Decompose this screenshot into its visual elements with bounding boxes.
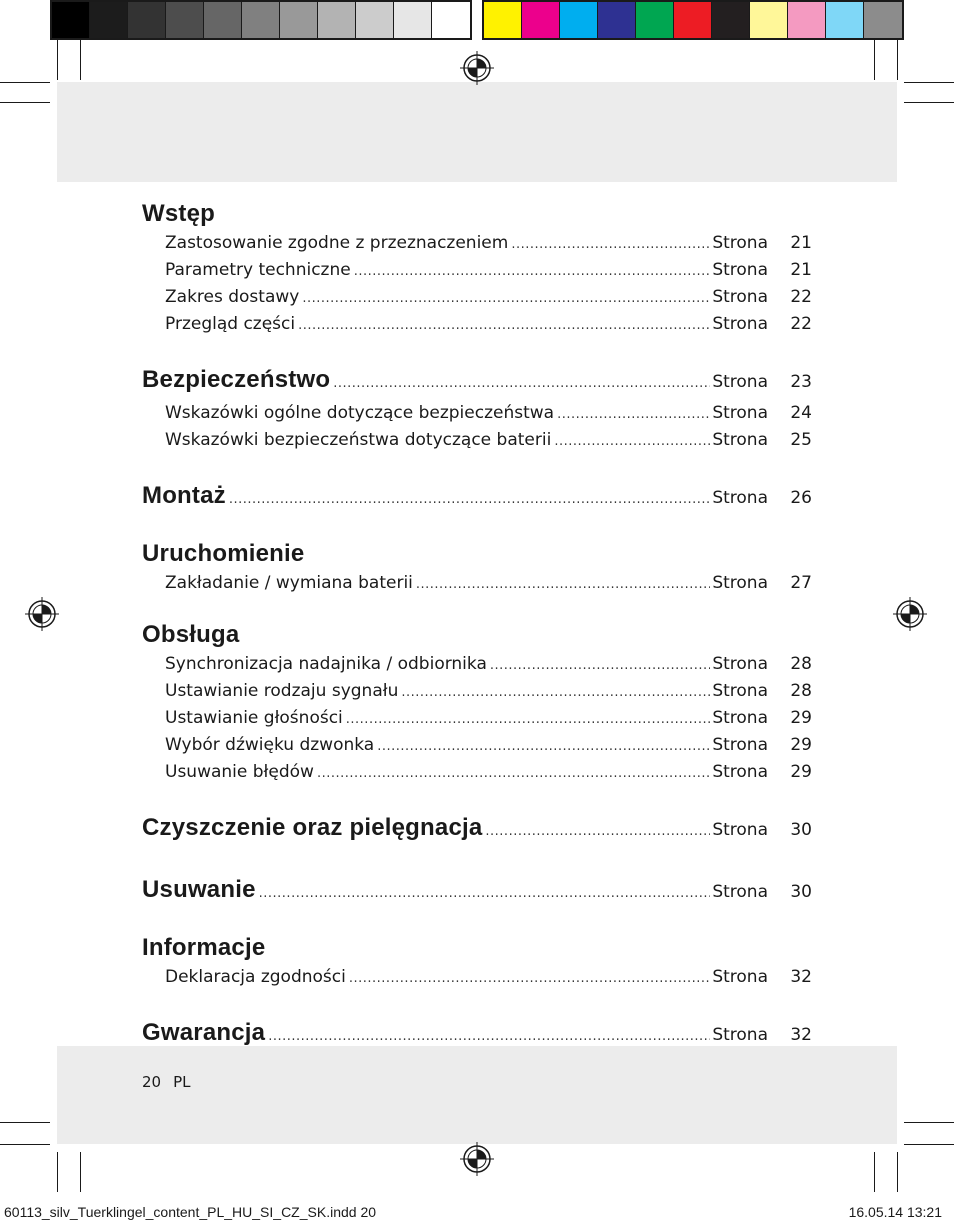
dot-leader: [554, 428, 710, 455]
crop-mark: [874, 1152, 875, 1192]
crop-mark: [897, 40, 898, 80]
toc-page-word: Strona: [712, 1025, 768, 1045]
toc-page-number: 30: [790, 882, 812, 902]
toc-page-number: 22: [790, 314, 812, 334]
table-of-contents: [142, 198, 812, 1075]
toc-entry-label: Montaż: [142, 482, 226, 509]
toc-section: [142, 870, 812, 910]
toc-entry-label: Wybór dźwięku dzwonka: [165, 735, 375, 755]
toc-page-word: Strona: [712, 287, 768, 307]
toc-page-word: Strona: [712, 233, 768, 253]
toc-entry[interactable]: [142, 759, 812, 786]
crop-mark: [874, 40, 875, 80]
dot-leader: [377, 733, 710, 760]
toc-section-heading[interactable]: [142, 808, 812, 848]
toc-section: [142, 808, 812, 848]
dot-leader: [298, 312, 710, 339]
toc-entry-label: Przegląd części: [165, 314, 296, 334]
color-swatch: [674, 2, 712, 38]
toc-entry[interactable]: [142, 964, 812, 991]
dot-leader: [557, 401, 710, 428]
crop-mark: [904, 82, 954, 83]
page-footer: [142, 1073, 203, 1091]
toc-entry-label: Ustawianie głośności: [165, 708, 343, 728]
toc-page-number: 28: [790, 654, 812, 674]
toc-entry[interactable]: [142, 651, 812, 678]
registration-mark-icon: [460, 1142, 494, 1176]
crop-mark: [57, 40, 58, 80]
dot-leader: [317, 760, 710, 787]
toc-page-number: 29: [790, 735, 812, 755]
toc-section: [142, 619, 812, 786]
toc-entry-label: Bezpieczeństwo: [142, 366, 331, 393]
toc-page-word: Strona: [712, 654, 768, 674]
slug-filename: 60113_silv_Tuerklingel_content_PL_HU_SI_CZ_SK.indd 20: [4, 1204, 377, 1220]
registration-mark-icon: [460, 51, 494, 85]
dot-leader: [354, 258, 711, 285]
toc-entry-label: Synchronizacja nadajnika / odbiornika: [165, 654, 487, 674]
color-swatch: [166, 2, 204, 38]
dot-leader: [259, 874, 711, 914]
toc-section-heading[interactable]: [142, 360, 812, 400]
toc-page-number: 23: [790, 372, 812, 392]
toc-entry[interactable]: [142, 427, 812, 454]
toc-entry[interactable]: [142, 230, 812, 257]
color-swatch: [318, 2, 356, 38]
dot-leader: [346, 706, 711, 733]
color-swatch: [826, 2, 864, 38]
dot-leader: [349, 965, 710, 992]
toc-page-number: 30: [790, 820, 812, 840]
toc-page-word: Strona: [712, 681, 768, 701]
cmyk-color-bar: [482, 0, 904, 40]
crop-mark: [80, 1152, 81, 1192]
toc-entry-label: Wskazówki bezpieczeństwa dotyczące baterii: [165, 430, 552, 450]
toc-page-number: 32: [790, 1025, 812, 1045]
color-swatch: [432, 2, 470, 38]
toc-page-word: Strona: [712, 967, 768, 987]
toc-entry-label: Parametry techniczne: [165, 260, 351, 280]
toc-page-word: Strona: [712, 762, 768, 782]
color-swatch: [560, 2, 598, 38]
color-swatch: [204, 2, 242, 38]
toc-entry-label: Zakres dostawy: [165, 287, 300, 307]
dot-leader: [511, 231, 710, 258]
toc-entry-label: Usuwanie błędów: [165, 762, 314, 782]
crop-mark: [904, 1122, 954, 1123]
toc-entry[interactable]: [142, 284, 812, 311]
toc-section: [142, 476, 812, 516]
dot-leader: [401, 679, 710, 706]
toc-page-number: 29: [790, 708, 812, 728]
toc-page-number: 29: [790, 762, 812, 782]
toc-section-heading: Obsługa: [142, 621, 240, 648]
toc-entry-label: Usuwanie: [142, 876, 256, 903]
toc-entry-label: Czyszczenie oraz pielęgnacja: [142, 814, 483, 841]
page-number: 20: [142, 1073, 162, 1091]
toc-page-number: 32: [790, 967, 812, 987]
dot-leader: [268, 1017, 710, 1057]
color-swatch: [522, 2, 560, 38]
toc-section: [142, 1013, 812, 1053]
toc-entry-label: Zakładanie / wymiana baterii: [165, 573, 413, 593]
toc-entry[interactable]: [142, 257, 812, 284]
toc-page-word: Strona: [712, 430, 768, 450]
toc-page-number: 21: [790, 233, 812, 253]
registration-mark-icon: [25, 597, 59, 631]
dot-leader: [490, 652, 710, 679]
color-swatch: [712, 2, 750, 38]
toc-entry[interactable]: [142, 311, 812, 338]
dot-leader: [229, 480, 710, 520]
crop-mark: [897, 1152, 898, 1192]
color-swatch: [356, 2, 394, 38]
toc-page-word: Strona: [712, 260, 768, 280]
crop-mark: [0, 102, 50, 103]
toc-page-word: Strona: [712, 708, 768, 728]
toc-section: [142, 360, 812, 454]
crop-mark: [904, 1144, 954, 1145]
header-panel: [57, 82, 897, 182]
toc-entry-label: Zastosowanie zgodne z przeznaczeniem: [165, 233, 509, 253]
toc-entry[interactable]: [142, 732, 812, 759]
color-swatch: [394, 2, 432, 38]
toc-page-word: Strona: [712, 820, 768, 840]
toc-entry-label: Deklaracja zgodności: [165, 967, 346, 987]
dot-leader: [416, 571, 710, 598]
crop-mark: [904, 102, 954, 103]
color-swatch: [864, 2, 902, 38]
toc-entry-label: Ustawianie rodzaju sygnału: [165, 681, 399, 701]
toc-page-word: Strona: [712, 735, 768, 755]
toc-section-heading: Uruchomienie: [142, 540, 305, 567]
toc-page-number: 24: [790, 403, 812, 423]
toc-section: [142, 538, 812, 597]
toc-entry-label: Wskazówki ogólne dotyczące bezpieczeństwa: [165, 403, 555, 423]
color-swatch: [750, 2, 788, 38]
slug-datetime: 16.05.14 13:21: [848, 1204, 942, 1220]
toc-page-number: 25: [790, 430, 812, 450]
color-swatch: [52, 2, 90, 38]
toc-section-heading: Wstęp: [142, 200, 215, 227]
crop-mark: [57, 1152, 58, 1192]
toc-page-number: 21: [790, 260, 812, 280]
toc-page-word: Strona: [712, 488, 768, 508]
crop-mark: [0, 1122, 50, 1123]
toc-section: [142, 932, 812, 991]
toc-section-heading: Informacje: [142, 934, 266, 961]
toc-section-heading[interactable]: [142, 476, 812, 516]
toc-page-word: Strona: [712, 314, 768, 334]
registration-mark-icon: [893, 597, 927, 631]
grayscale-color-bar: [50, 0, 472, 40]
color-swatch: [90, 2, 128, 38]
dot-leader: [302, 285, 710, 312]
color-swatch: [128, 2, 166, 38]
color-swatch: [484, 2, 522, 38]
toc-section-heading[interactable]: [142, 870, 812, 910]
dot-leader: [485, 812, 710, 852]
color-swatch: [788, 2, 826, 38]
toc-page-word: Strona: [712, 372, 768, 392]
crop-mark: [0, 1144, 50, 1145]
crop-mark: [80, 40, 81, 80]
toc-entry[interactable]: [142, 678, 812, 705]
language-code: PL: [173, 1073, 191, 1091]
toc-page-word: Strona: [712, 403, 768, 423]
color-swatch: [636, 2, 674, 38]
toc-entry[interactable]: [142, 570, 812, 597]
toc-entry-label: Gwarancja: [142, 1019, 266, 1046]
toc-page-number: 28: [790, 681, 812, 701]
color-swatch: [280, 2, 318, 38]
dot-leader: [333, 364, 710, 404]
toc-page-number: 22: [790, 287, 812, 307]
toc-entry[interactable]: [142, 705, 812, 732]
toc-page-number: 27: [790, 573, 812, 593]
toc-page-word: Strona: [712, 573, 768, 593]
toc-entry[interactable]: [142, 400, 812, 427]
toc-page-number: 26: [790, 488, 812, 508]
toc-section-heading[interactable]: [142, 1013, 812, 1053]
toc-page-word: Strona: [712, 882, 768, 902]
crop-mark: [0, 82, 50, 83]
toc-section: [142, 198, 812, 338]
color-swatch: [242, 2, 280, 38]
color-swatch: [598, 2, 636, 38]
